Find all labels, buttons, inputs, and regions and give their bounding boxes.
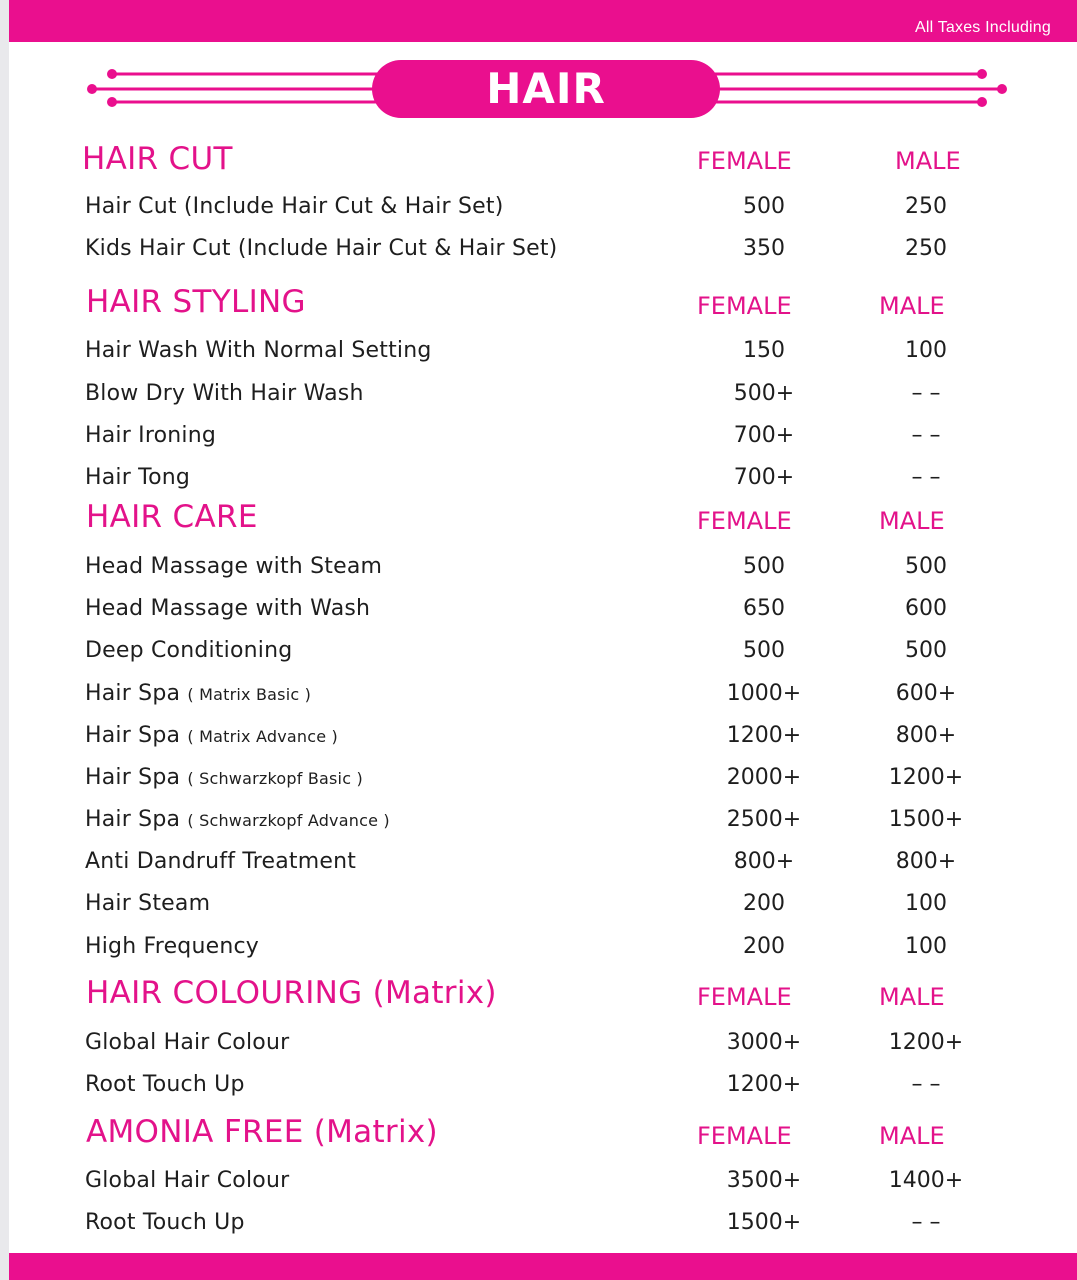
male-price: – – [911,1210,941,1235]
tax-note: All Taxes Including [914,19,1051,36]
service-name [85,196,504,218]
service-label: High Frequency [85,934,260,959]
service-note: ( Matrix Basic ) [187,685,312,704]
female-price: 500 [743,638,785,663]
service-label: Hair Spa [85,681,181,706]
male-price: – – [911,423,941,448]
service-label: Hair Wash With Normal Setting [85,338,432,363]
female-price: 350 [743,236,785,261]
service-name [85,425,216,447]
female-price: 700+ [733,465,795,490]
male-price: – – [911,381,941,406]
section-title: AMONIA FREE (Matrix) [86,1114,438,1150]
service-label: Deep Conditioning [85,638,293,663]
service-name [85,467,190,489]
service-label: Global Hair Colour [85,1030,290,1055]
service-label: Blow Dry With Hair Wash [85,381,364,406]
service-label: Kids Hair Cut (Include Hair Cut & Hair Set) [85,236,558,261]
service-name [85,1170,289,1192]
service-name [85,767,363,789]
male-price: 500 [905,638,947,663]
service-name [85,893,210,915]
female-price: 200 [743,891,785,916]
female-price: 3500+ [726,1168,802,1193]
service-label: Hair Spa [85,723,181,748]
female-column-header: FEMALE [697,507,792,535]
service-label: Root Touch Up [85,1210,245,1235]
bottom-banner [9,1253,1077,1280]
male-price: 250 [905,194,947,219]
male-price: 1200+ [888,1030,964,1055]
female-price: 1000+ [726,681,802,706]
service-note: ( Schwarzkopf Basic ) [187,769,363,788]
female-price: 200 [743,934,785,959]
male-column-header: MALE [879,507,945,535]
male-price: – – [911,465,941,490]
service-name [85,851,356,873]
male-column-header: MALE [895,147,961,175]
service-name [85,598,370,620]
female-price: 500 [743,554,785,579]
service-name [85,683,311,705]
service-label: Hair Steam [85,891,211,916]
section-title: HAIR CUT [82,141,233,177]
female-price: 150 [743,338,785,363]
service-name [85,725,338,747]
male-price: 600+ [895,681,957,706]
male-price: 100 [905,338,947,363]
service-label: Anti Dandruff Treatment [85,849,357,874]
female-price: 500 [743,194,785,219]
male-price: 1200+ [888,765,964,790]
male-price: 100 [905,934,947,959]
female-price: 1200+ [726,723,802,748]
female-price: 1500+ [726,1210,802,1235]
service-name [85,809,390,831]
female-column-header: FEMALE [697,983,792,1011]
service-name [85,383,364,405]
female-price: 800+ [733,849,795,874]
male-price: 1500+ [888,807,964,832]
male-price: 500 [905,554,947,579]
female-price: 500+ [733,381,795,406]
male-price: 1400+ [888,1168,964,1193]
service-label: Hair Spa [85,807,181,832]
service-label: Hair Ironing [85,423,217,448]
female-column-header: FEMALE [697,1122,792,1150]
service-label: Head Massage with Steam [85,554,383,579]
service-label: Hair Cut (Include Hair Cut & Hair Set) [85,194,504,219]
service-note: ( Matrix Advance ) [187,727,338,746]
service-name [85,1212,245,1234]
price-list-page [9,0,1077,1280]
female-column-header: FEMALE [697,147,792,175]
male-price: 100 [905,891,947,916]
service-note: ( Schwarzkopf Advance ) [187,811,390,830]
service-label: Global Hair Colour [85,1168,290,1193]
female-price: 1200+ [726,1072,802,1097]
service-label: Hair Tong [85,465,191,490]
service-name [85,556,382,578]
service-name [85,1074,245,1096]
male-price: – – [911,1072,941,1097]
male-price: 250 [905,236,947,261]
male-column-header: MALE [879,292,945,320]
service-label: Root Touch Up [85,1072,245,1097]
service-name [85,936,259,958]
male-price: 800+ [895,723,957,748]
female-price: 650 [743,596,785,621]
section-title: HAIR STYLING [86,284,306,320]
service-name [85,640,292,662]
female-price: 2500+ [726,807,802,832]
male-column-header: MALE [879,1122,945,1150]
service-name [85,340,432,362]
female-price: 2000+ [726,765,802,790]
section-title: HAIR COLOURING (Matrix) [86,975,497,1011]
male-price: 800+ [895,849,957,874]
service-name [85,1032,289,1054]
female-price: 700+ [733,423,795,448]
service-label: Head Massage with Wash [85,596,371,621]
service-label: Hair Spa [85,765,181,790]
female-price: 3000+ [726,1030,802,1055]
section-title: HAIR CARE [86,499,258,535]
female-column-header: FEMALE [697,292,792,320]
male-price: 600 [905,596,947,621]
service-name [85,238,557,260]
main-title: HAIR [372,60,720,118]
male-column-header: MALE [879,983,945,1011]
